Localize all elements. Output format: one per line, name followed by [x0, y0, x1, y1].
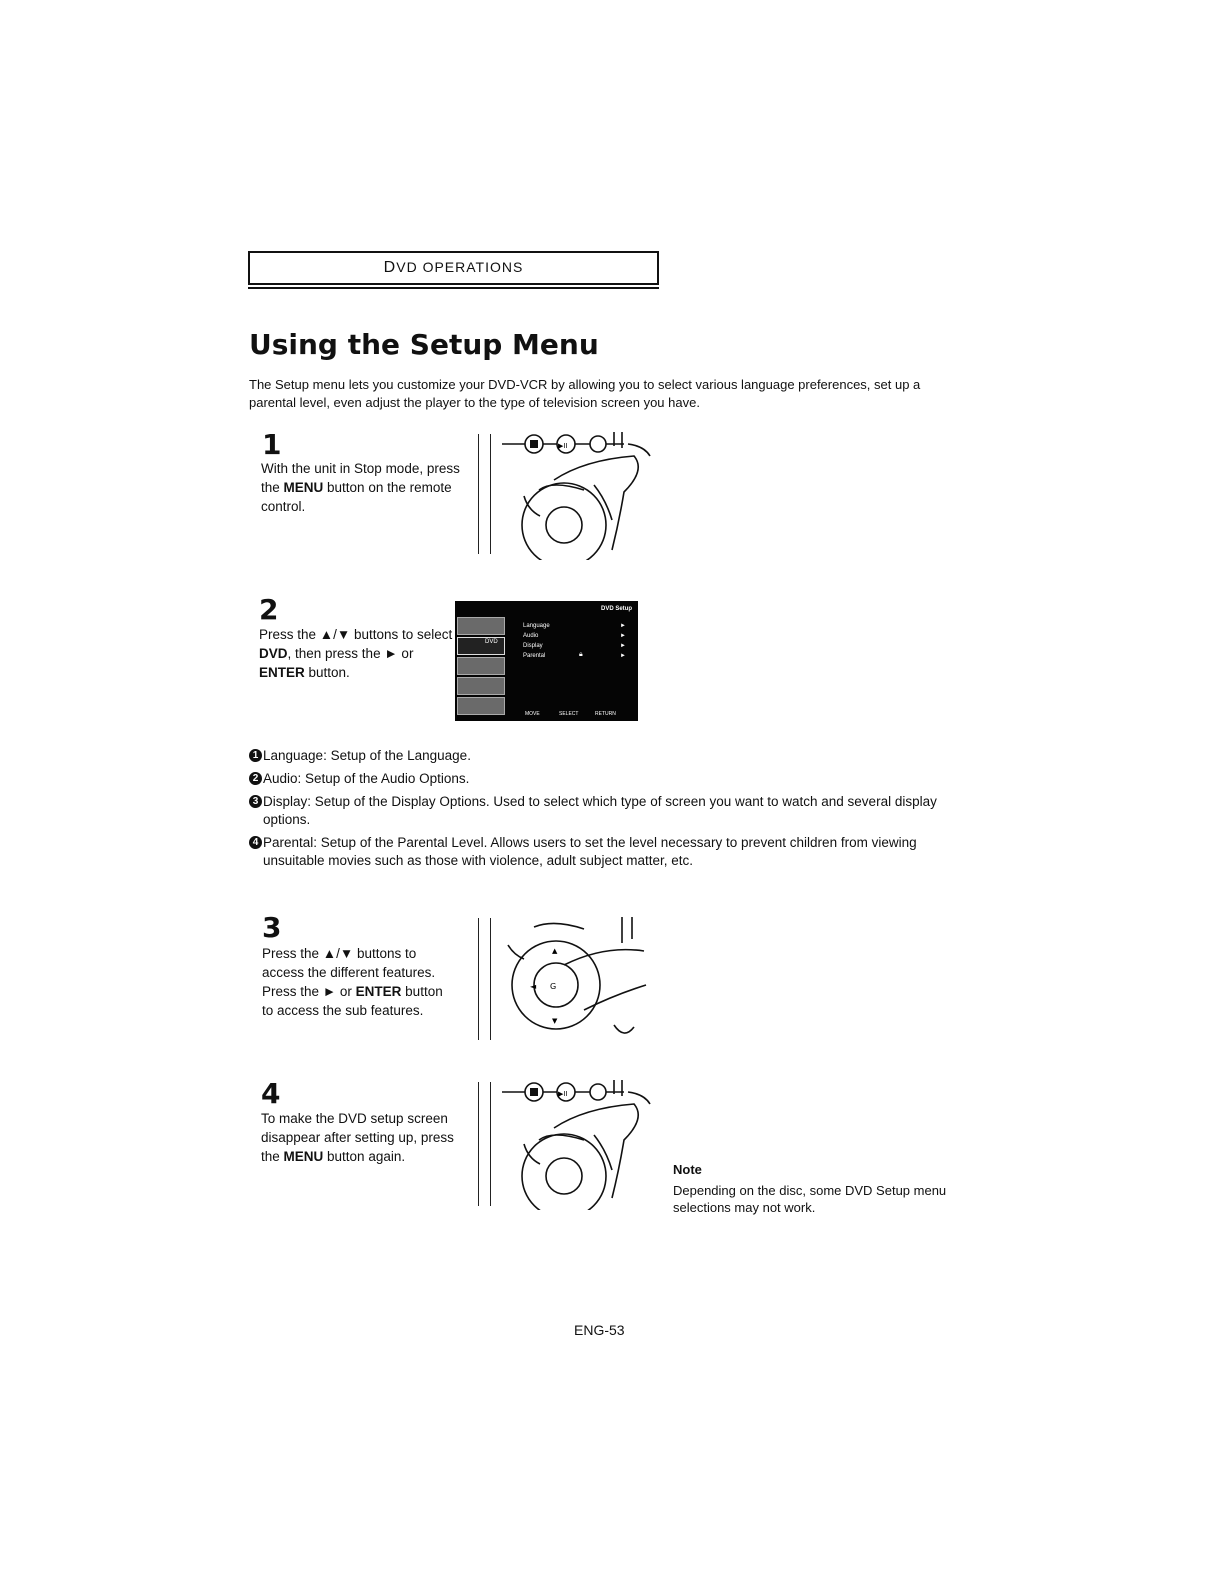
step-3-rule-2	[490, 918, 491, 1040]
number-marker: 4	[249, 836, 262, 849]
step-1-rule-2	[490, 434, 491, 554]
step-4-text-bold: MENU	[283, 1149, 324, 1164]
option-language	[249, 747, 949, 765]
osd-item-display: Display	[523, 643, 543, 649]
option-text: Language: Setup of the Language.	[263, 748, 471, 763]
osd-sidebar	[455, 601, 517, 721]
step-4-text-pre: To make the DVD setup screen disappear after setting up, press the	[261, 1111, 454, 1164]
osd-dvd-label: DVD	[485, 639, 498, 645]
step-2-text-post: button.	[304, 665, 350, 680]
osd-footer-select: SELECT	[559, 711, 579, 717]
section-header	[248, 251, 659, 285]
osd-tile-disc	[457, 617, 505, 635]
option-text: Display: Setup of the Display Options. Used to select which type of screen you want to watch and several display options.	[263, 794, 937, 827]
step-2-text-mid: , then press the ► or	[287, 646, 414, 661]
step-1-number: 1	[262, 428, 282, 461]
step-4-text	[261, 1109, 466, 1166]
osd-arrow-icon: ►	[620, 623, 626, 629]
step-3-text-post: button to access the sub features.	[262, 984, 443, 1018]
step-1-text	[261, 459, 466, 516]
step-1-text-bold: MENU	[283, 480, 324, 495]
svg-text:▼: ▼	[552, 1017, 558, 1025]
step-1-text-pre: With the unit in Stop mode, press the	[261, 461, 460, 495]
svg-text:▲: ▲	[552, 947, 558, 955]
step-3-rule	[478, 918, 479, 1040]
number-marker: 2	[249, 772, 262, 785]
step-1-text-post: button on the remote control.	[261, 480, 452, 514]
step-2-text-bold2: ENTER	[259, 665, 305, 680]
svg-text:◄: ◄	[530, 982, 537, 991]
step-3-number: 3	[262, 911, 282, 944]
option-text: Audio: Setup of the Audio Options.	[263, 771, 470, 786]
note-title: Note	[673, 1162, 702, 1177]
remote-menu-button-illustration	[494, 1078, 654, 1210]
osd-footer-return: RETURN	[595, 711, 616, 717]
step-4-rule-2	[490, 1082, 491, 1206]
step-2-text-bold: DVD	[259, 646, 288, 661]
step-1-rule	[478, 434, 479, 554]
dvd-setup-osd-screen	[455, 601, 638, 721]
step-3-text	[262, 944, 452, 1020]
osd-lock-icon: 🔒︎	[579, 651, 583, 658]
options-list	[249, 747, 949, 875]
osd-tile-copy	[457, 697, 505, 715]
step-2-number: 2	[259, 593, 279, 626]
osd-arrow-icon: ►	[620, 643, 626, 649]
osd-title: DVD Setup	[600, 606, 632, 612]
option-text: Parental: Setup of the Parental Level. Allows users to set the level necessary to prevent children from viewing unsuitable movies such as those with violence, adult subject matter, etc.	[263, 835, 917, 868]
osd-item-audio: Audio	[523, 633, 539, 639]
remote-menu-button-illustration	[494, 430, 654, 560]
step-4-number: 4	[261, 1077, 281, 1110]
svg-text:G: G	[550, 982, 557, 991]
osd-arrow-icon: ►	[620, 653, 626, 659]
note-text: Depending on the disc, some DVD Setup menu selections may not work.	[673, 1183, 947, 1215]
section-title: DVD OPERATIONS	[383, 259, 524, 276]
option-display	[249, 793, 949, 829]
step-3-text-pre: Press the ▲/▼ buttons to access the different features. Press the ► or	[262, 946, 436, 999]
osd-item-parental: Parental	[523, 653, 546, 659]
osd-tile-vcr	[457, 657, 505, 675]
step-4-text-post: button again.	[323, 1149, 406, 1164]
svg-text:▶II: ▶II	[558, 1090, 568, 1098]
header-underline	[248, 287, 659, 289]
number-marker: 1	[249, 749, 262, 762]
osd-tile-setup	[457, 677, 505, 695]
osd-footer-move: MOVE	[525, 711, 540, 717]
page-number: ENG-53	[574, 1322, 625, 1338]
svg-text:▶II: ▶II	[558, 442, 568, 450]
option-audio	[249, 770, 949, 788]
osd-item-language: Language	[523, 623, 550, 629]
osd-arrow-icon: ►	[620, 633, 626, 639]
step-3-text-bold: ENTER	[355, 984, 402, 999]
remote-enter-button-illustration	[494, 915, 654, 1045]
intro-paragraph: The Setup menu lets you customize your DVD-VCR by allowing you to select various language preferences, set up a parental level, even adjust the player to the type of television screen you have.	[249, 377, 921, 410]
option-parental	[249, 834, 949, 870]
step-4-rule	[478, 1082, 479, 1206]
number-marker: 3	[249, 795, 262, 808]
step-2-text-pre: Press the ▲/▼ buttons to select	[259, 627, 453, 642]
step-2-text	[259, 625, 454, 682]
page-title: Using the Setup Menu	[249, 328, 599, 361]
